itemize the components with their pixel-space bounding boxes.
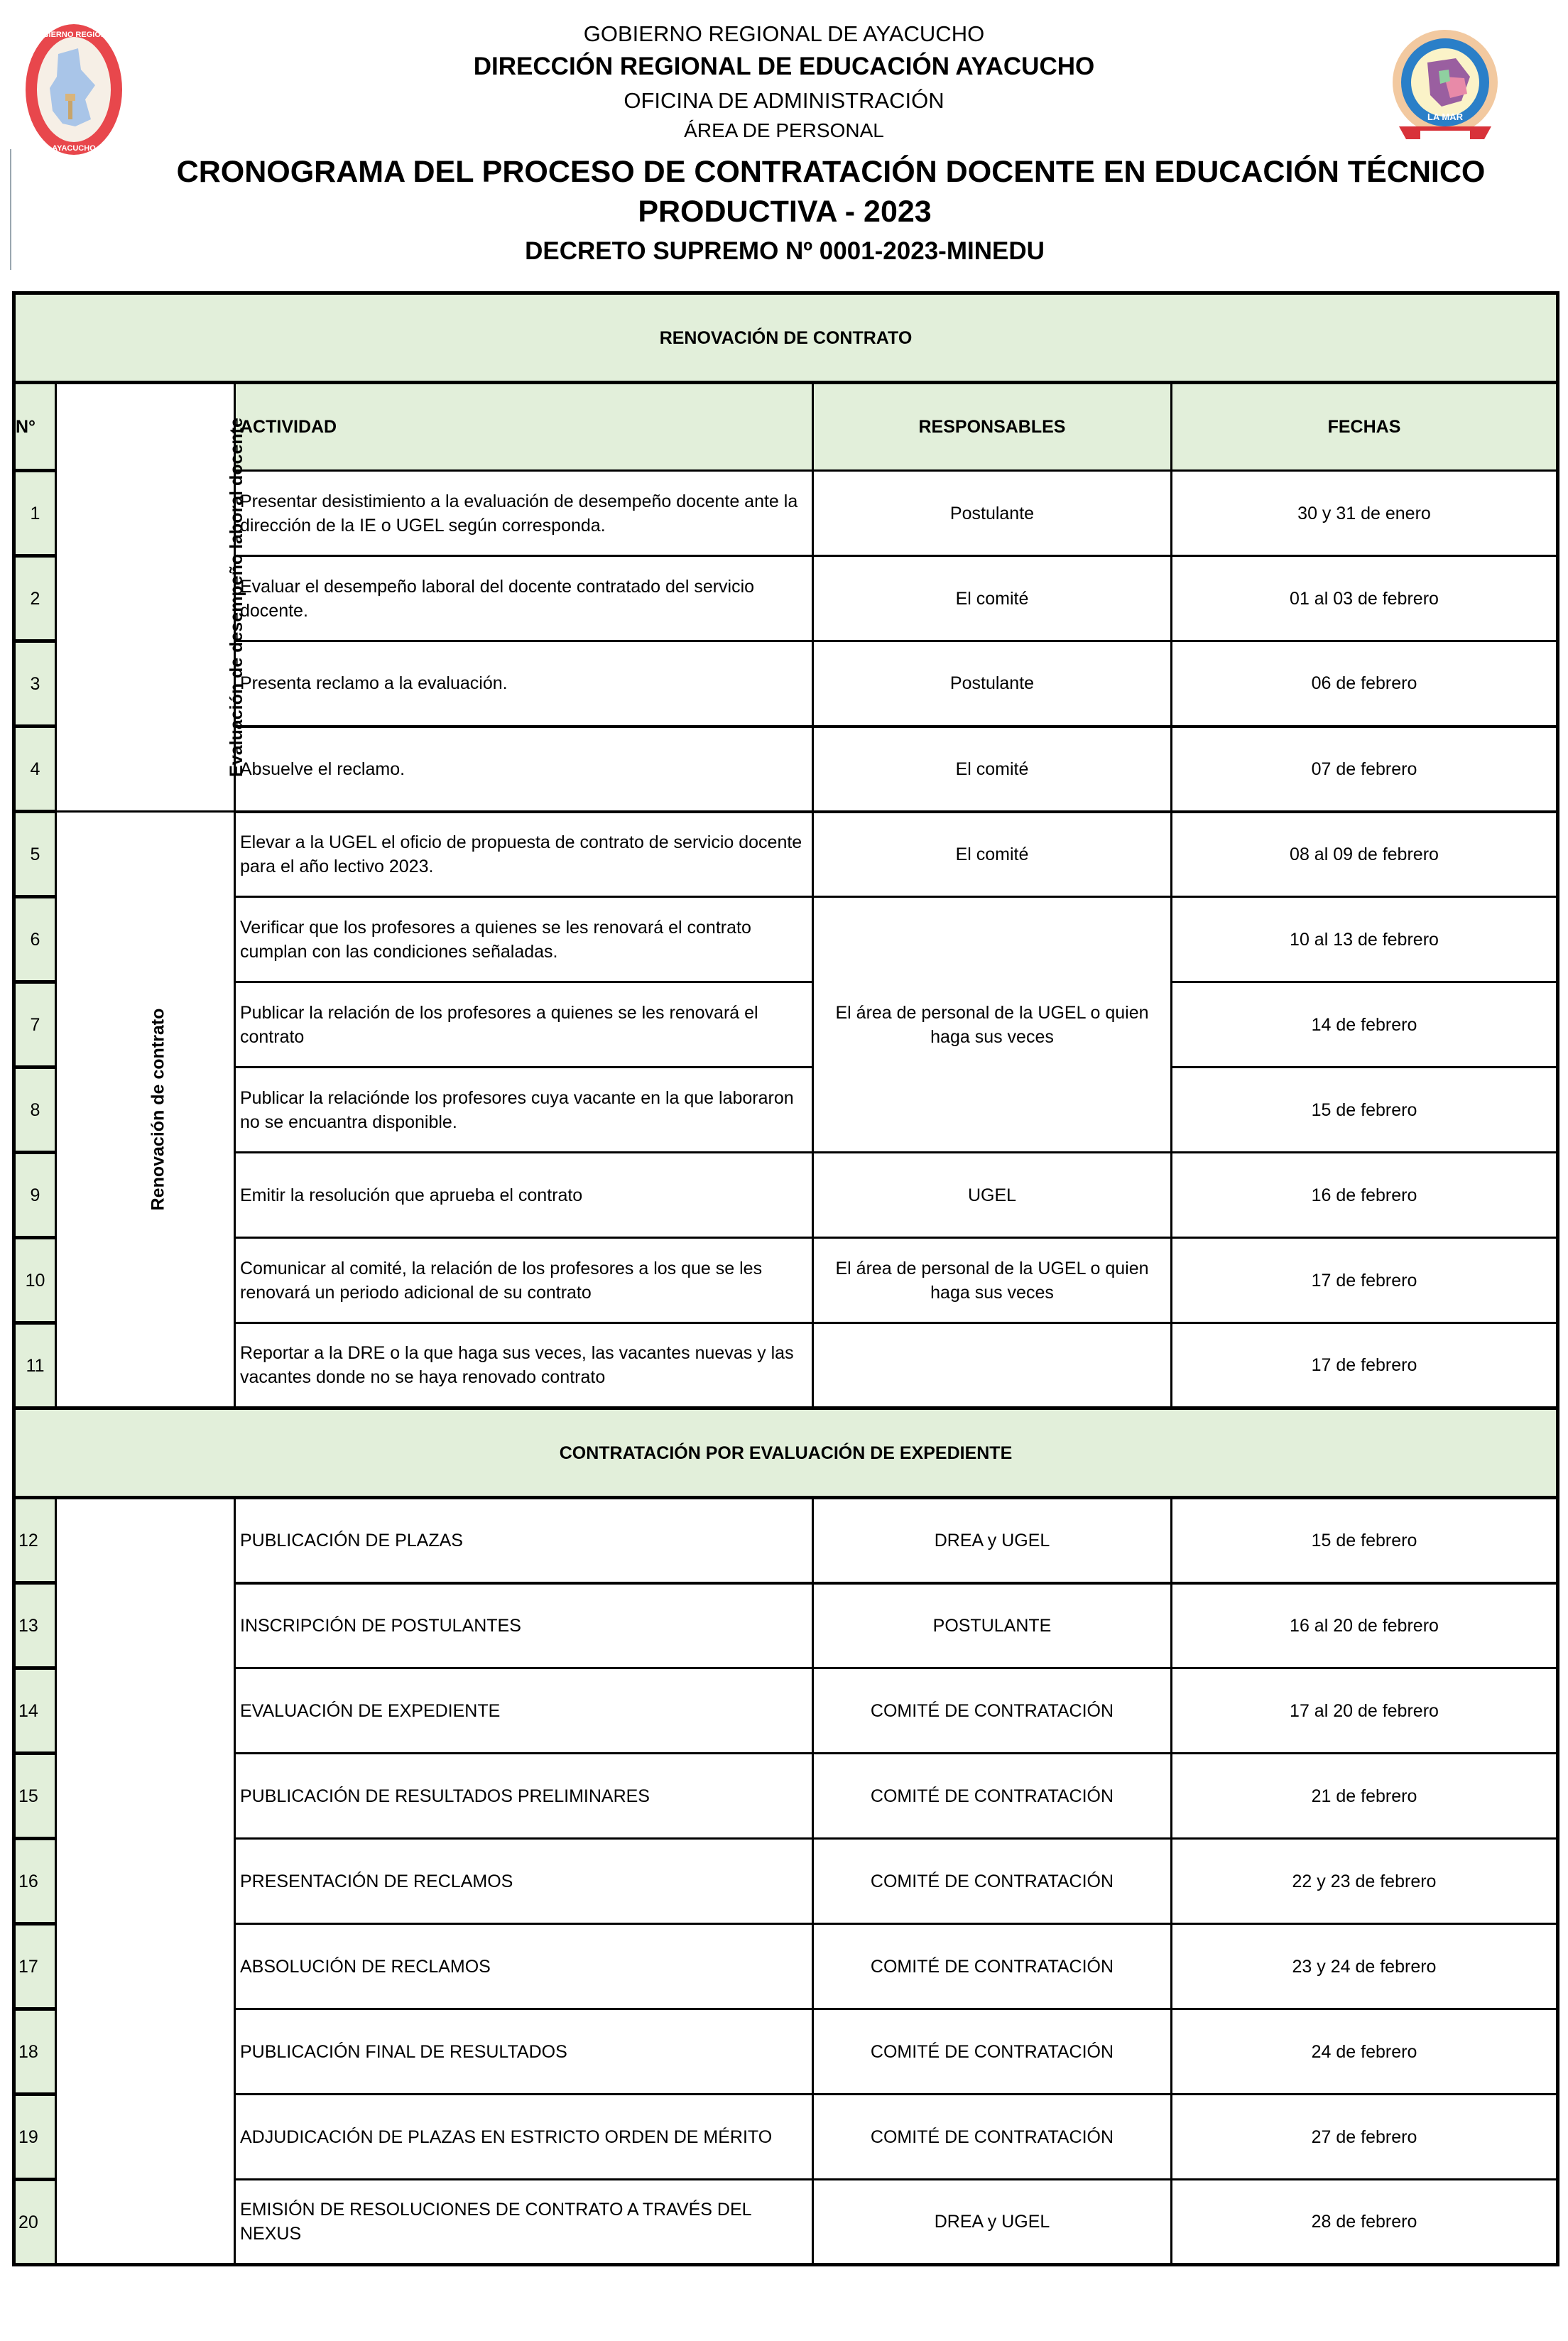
date-cell: 27 de febrero (1172, 2095, 1558, 2180)
row-number: 13 (14, 1583, 56, 1668)
date-cell: 21 de febrero (1172, 1754, 1558, 1839)
date-cell: 15 de febrero (1172, 1498, 1558, 1583)
responsible-cell: Postulante (813, 641, 1172, 727)
activity-cell: PUBLICACIÓN DE PLAZAS (235, 1498, 813, 1583)
activity-cell: Presentar desistimiento a la evaluación de desempeño docente ante la dirección de la IE o UGEL según corresponda. (235, 471, 813, 556)
table-row (14, 1668, 1558, 1754)
column-header-row (14, 383, 1558, 471)
org-line-4: ÁREA DE PERSONAL (684, 119, 884, 141)
page-edge-line (10, 149, 11, 270)
responsible-cell: POSTULANTE (813, 1583, 1172, 1668)
section-header-renovacion (14, 293, 1558, 383)
section-title: RENOVACIÓN DE CONTRATO (14, 293, 1558, 383)
date-cell: 17 al 20 de febrero (1172, 1668, 1558, 1754)
document-title-line-1: CRONOGRAMA DEL PROCESO DE CONTRATACIÓN DOCENTE EN EDUCACIÓN TÉCNICO (176, 155, 1486, 189)
group-label-cell (56, 383, 246, 812)
activity-cell: EMISIÓN DE RESOLUCIONES DE CONTRATO A TRAVÉS DEL NEXUS (235, 2180, 813, 2265)
responsible-cell: DREA y UGEL (813, 1498, 1172, 1583)
responsible-cell: COMITÉ DE CONTRATACIÓN (813, 1668, 1172, 1754)
column-header-dates: FECHAS (1172, 383, 1558, 471)
activity-cell: Reportar a la DRE o la que haga sus veces, las vacantes nuevas y las vacantes donde no se haya renovado contrato (235, 1323, 813, 1408)
org-line-1: GOBIERNO REGIONAL DE AYACUCHO (583, 21, 985, 46)
table-row (14, 1153, 1558, 1238)
row-number: 18 (14, 2009, 56, 2095)
table-row (14, 2009, 1558, 2095)
activity-cell: Publicar la relación de los profesores a quienes se les renovará el contrato (235, 982, 813, 1068)
row-number: 7 (14, 982, 56, 1068)
row-number: 17 (14, 1924, 56, 2009)
svg-text:LA MAR: LA MAR (1427, 112, 1464, 122)
table-row (14, 1924, 1558, 2009)
responsible-cell: DREA y UGEL (813, 2180, 1172, 2265)
org-line-3: OFICINA DE ADMINISTRACIÓN (624, 88, 944, 113)
group-label-cell (56, 1498, 235, 2265)
table-row (14, 1839, 1558, 1924)
activity-cell: Publicar la relaciónde los profesores cuya vacante en la que laboraron no se encuantra disponible. (235, 1068, 813, 1153)
schedule-table (12, 291, 1559, 2266)
column-header-num: N° (14, 383, 56, 471)
responsible-cell: El área de personal de la UGEL o quien haga sus veces (813, 897, 1172, 1153)
row-number: 15 (14, 1754, 56, 1839)
row-number: 9 (14, 1153, 56, 1238)
table-row (14, 812, 1558, 897)
svg-text:GOBIERNO REGIONAL: GOBIERNO REGIONAL (31, 31, 117, 39)
responsible-cell: Postulante (813, 471, 1172, 556)
responsible-cell: El comité (813, 727, 1172, 812)
date-cell: 07 de febrero (1172, 727, 1558, 812)
activity-cell: Evaluar el desempeño laboral del docente contratado del servicio docente. (235, 556, 813, 641)
column-header-responsible: RESPONSABLES (813, 383, 1172, 471)
table-row (14, 1238, 1558, 1323)
row-number: 14 (14, 1668, 56, 1754)
responsible-cell: El comité (813, 812, 1172, 897)
activity-cell: Presenta reclamo a la evaluación. (235, 641, 813, 727)
svg-text:AYACUCHO: AYACUCHO (52, 144, 96, 153)
date-cell: 30 y 31 de enero (1172, 471, 1558, 556)
responsible-cell: COMITÉ DE CONTRATACIÓN (813, 1924, 1172, 2009)
responsible-cell: El área de personal de la UGEL o quien haga sus veces (813, 1238, 1172, 1323)
table-row (14, 2095, 1558, 2180)
activity-cell: EVALUACIÓN DE EXPEDIENTE (235, 1668, 813, 1754)
row-number: 8 (14, 1068, 56, 1153)
date-cell: 10 al 13 de febrero (1172, 897, 1558, 982)
activity-cell: Verificar que los profesores a quienes se les renovará el contrato cumplan con las condiciones señaladas. (235, 897, 813, 982)
group-label: Renovación de contrato (148, 1008, 168, 1211)
date-cell: 22 y 23 de febrero (1172, 1839, 1558, 1924)
table-row (14, 897, 1558, 982)
activity-cell: Absuelve el reclamo. (235, 727, 813, 812)
table-row (14, 1583, 1558, 1668)
row-number: 12 (14, 1498, 56, 1583)
date-cell: 17 de febrero (1172, 1238, 1558, 1323)
table-row (14, 1498, 1558, 1583)
responsible-cell: COMITÉ DE CONTRATACIÓN (813, 1754, 1172, 1839)
row-number: 11 (14, 1323, 56, 1408)
responsible-cell: UGEL (813, 1153, 1172, 1238)
responsible-cell: COMITÉ DE CONTRATACIÓN (813, 2095, 1172, 2180)
activity-cell: PUBLICACIÓN FINAL DE RESULTADOS (235, 2009, 813, 2095)
row-number: 6 (14, 897, 56, 982)
activity-cell: ADJUDICACIÓN DE PLAZAS EN ESTRICTO ORDEN DE MÉRITO (235, 2095, 813, 2180)
responsible-cell (813, 1323, 1172, 1408)
date-cell: 17 de febrero (1172, 1323, 1558, 1408)
date-cell: 16 de febrero (1172, 1153, 1558, 1238)
date-cell: 24 de febrero (1172, 2009, 1558, 2095)
activity-cell: Comunicar al comité, la relación de los profesores a los que se les renovará un periodo adicional de su contrato (235, 1238, 813, 1323)
table-row (14, 1068, 1558, 1153)
activity-cell: INSCRIPCIÓN DE POSTULANTES (235, 1583, 813, 1668)
responsible-cell: El comité (813, 556, 1172, 641)
row-number: 20 (14, 2180, 56, 2265)
group-label-cell (56, 812, 235, 1408)
row-number: 10 (14, 1238, 56, 1323)
date-cell: 16 al 20 de febrero (1172, 1583, 1558, 1668)
table-row (14, 1323, 1558, 1408)
row-number: 4 (14, 727, 56, 812)
date-cell: 06 de febrero (1172, 641, 1558, 727)
row-number: 1 (14, 471, 56, 556)
activity-cell: PUBLICACIÓN DE RESULTADOS PRELIMINARES (235, 1754, 813, 1839)
activity-cell: PRESENTACIÓN DE RECLAMOS (235, 1839, 813, 1924)
column-header-activity: ACTIVIDAD (235, 383, 813, 471)
date-cell: 28 de febrero (1172, 2180, 1558, 2265)
date-cell: 23 y 24 de febrero (1172, 1924, 1558, 2009)
row-number: 19 (14, 2095, 56, 2180)
org-line-2: DIRECCIÓN REGIONAL DE EDUCACIÓN AYACUCHO (473, 53, 1095, 80)
table-row (14, 1754, 1558, 1839)
section-title: CONTRATACIÓN POR EVALUACIÓN DE EXPEDIENTE (14, 1408, 1558, 1498)
activity-cell: ABSOLUCIÓN DE RECLAMOS (235, 1924, 813, 2009)
section-header-evaluacion-expediente (14, 1408, 1558, 1498)
date-cell: 14 de febrero (1172, 982, 1558, 1068)
row-number: 5 (14, 812, 56, 897)
date-cell: 08 al 09 de febrero (1172, 812, 1558, 897)
group-label: Evaluación de desempeño laboral docente (226, 418, 246, 777)
responsible-cell: COMITÉ DE CONTRATACIÓN (813, 2009, 1172, 2095)
table-row (14, 982, 1558, 1068)
row-number: 2 (14, 556, 56, 641)
activity-cell: Emitir la resolución que aprueba el contrato (235, 1153, 813, 1238)
row-number: 16 (14, 1839, 56, 1924)
responsible-cell: COMITÉ DE CONTRATACIÓN (813, 1839, 1172, 1924)
document-title-line-2: PRODUCTIVA - 2023 (638, 195, 932, 229)
table-row (14, 2180, 1558, 2265)
date-cell: 15 de febrero (1172, 1068, 1558, 1153)
row-number: 3 (14, 641, 56, 727)
date-cell: 01 al 03 de febrero (1172, 556, 1558, 641)
decree-subtitle: DECRETO SUPREMO Nº 0001-2023-MINEDU (525, 237, 1045, 265)
activity-cell: Elevar a la UGEL el oficio de propuesta de contrato de servicio docente para el año lectivo 2023. (235, 812, 813, 897)
